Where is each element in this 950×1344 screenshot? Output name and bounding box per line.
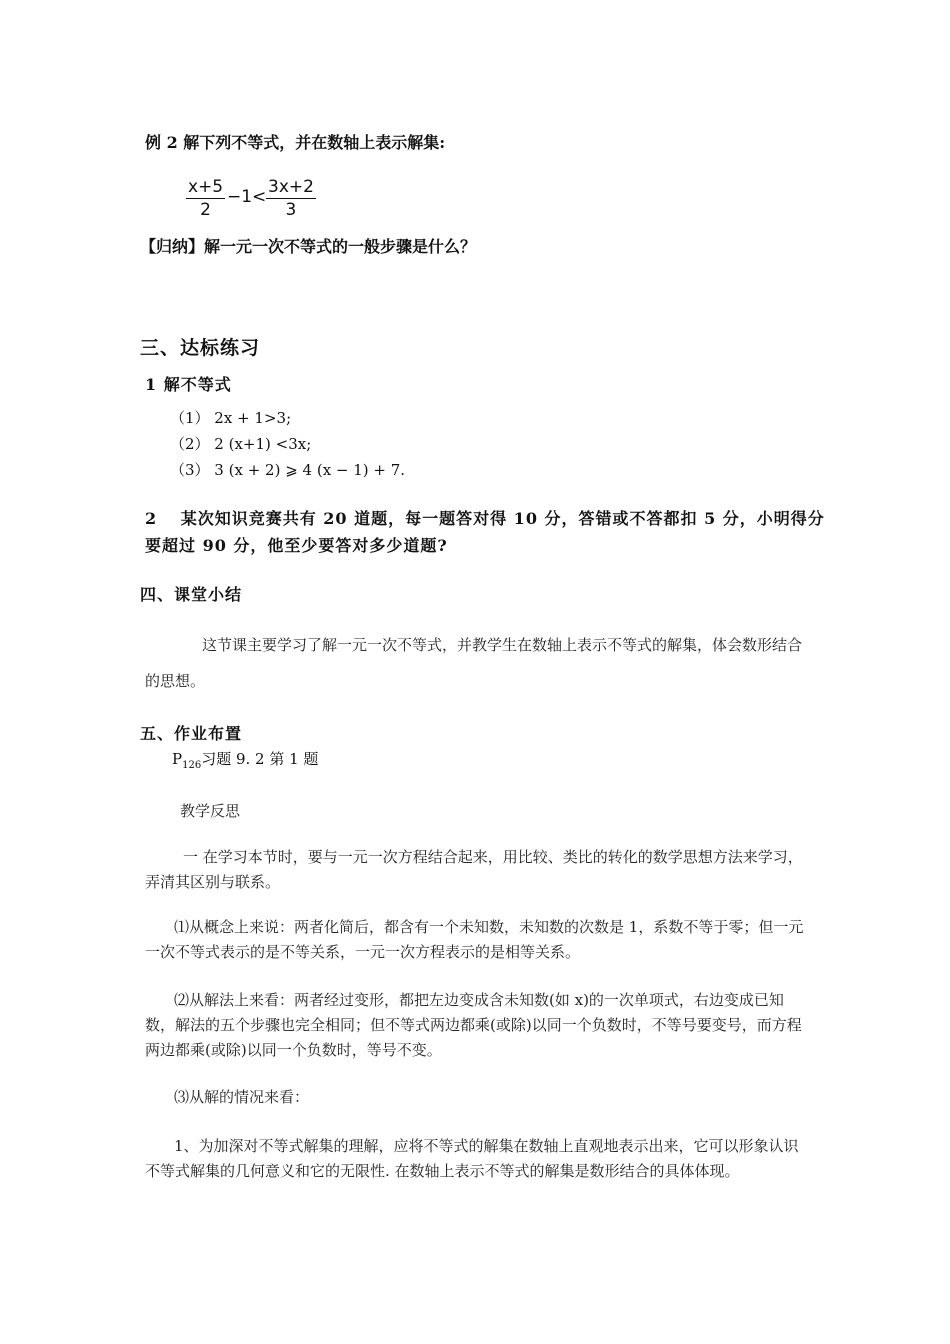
class-summary-text: 这节课主要学习了解一元一次不等式，并教学生在数轴上表示不等式的解集，体会数形结合的思想。	[145, 636, 803, 690]
section-4-title: 四、课堂小结	[140, 585, 243, 604]
example-heading: 例 2 解下列不等式，并在数轴上表示解集:	[145, 133, 446, 152]
summary-question: 【归纳】解一元一次不等式的一般步骤是什么？	[140, 237, 477, 256]
fraction-right-denominator: 3	[285, 200, 297, 220]
section-5-title: 五、作业布置	[140, 724, 243, 743]
question-2: 2 某次知识竞赛共有 20 道题，每一题答对得 10 分，答错或不答都扣 5 分，小明得分要超过 90 分，他至少要答对多少道题?	[145, 509, 825, 555]
homework-prefix: P	[172, 750, 183, 768]
less-than-sign: <	[252, 187, 267, 207]
reflection-paragraph-5: 1、为加深对不等式解集的理解，应将不等式的解集在数轴上直观地表示出来，它可以形象认识不等式解集的几何意义和它的无限性. 在数轴上表示不等式的解集是数形结合的具体体现。	[145, 1137, 799, 1180]
exercise-item-2: （2） 2 (x+1) <3x;	[170, 435, 312, 453]
homework-rest: 习题 9. 2 第 1 题	[201, 750, 319, 768]
reflection-paragraph-2: ⑴从概念上来说：两者化简后，都含有一个未知数，未知数的次数是 1，系数不等于零；但一元一次不等式表示的是不等关系，一元一次方程表示的是相等关系。	[145, 918, 804, 961]
reflection-paragraph-3: ⑵从解法上来看：两者经过变形，都把左边变成含未知数(如 x)的一次单项式，右边变成已知数，解法的五个步骤也完全相同；但不等式两边都乘(或除)以同一个负数时，不等号要变号，而方程两边都乘(或除)以同一个负数时，等号不变。	[145, 991, 802, 1059]
minus-one: −1	[227, 187, 253, 207]
section-3-title: 三、达标练习	[140, 337, 261, 359]
homework-assignment	[172, 748, 318, 771]
fraction-right	[266, 176, 316, 221]
fraction-right-numerator: 3x+2	[268, 177, 314, 197]
question-1-title: 1 解不等式	[145, 375, 232, 394]
reflection-paragraph-1: 一 在学习本节时，要与一元一次方程结合起来，用比较、类比的转化的数学思想方法来学习，弄清其区别与联系。	[145, 848, 803, 891]
exercise-item-1: （1） 2x + 1>3;	[170, 409, 292, 427]
fraction-left	[186, 176, 225, 221]
reflection-paragraph-4: ⑶从解的情况来看：	[174, 1088, 310, 1106]
fraction-left-numerator: x+5	[188, 177, 224, 197]
homework-page-number: 126	[182, 760, 202, 771]
exercise-item-3: （3） 3 (x + 2) ⩾ 4 (x − 1) + 7.	[170, 461, 406, 479]
fraction-left-denominator: 2	[200, 200, 211, 220]
reflection-title: 教学反思	[180, 802, 241, 820]
